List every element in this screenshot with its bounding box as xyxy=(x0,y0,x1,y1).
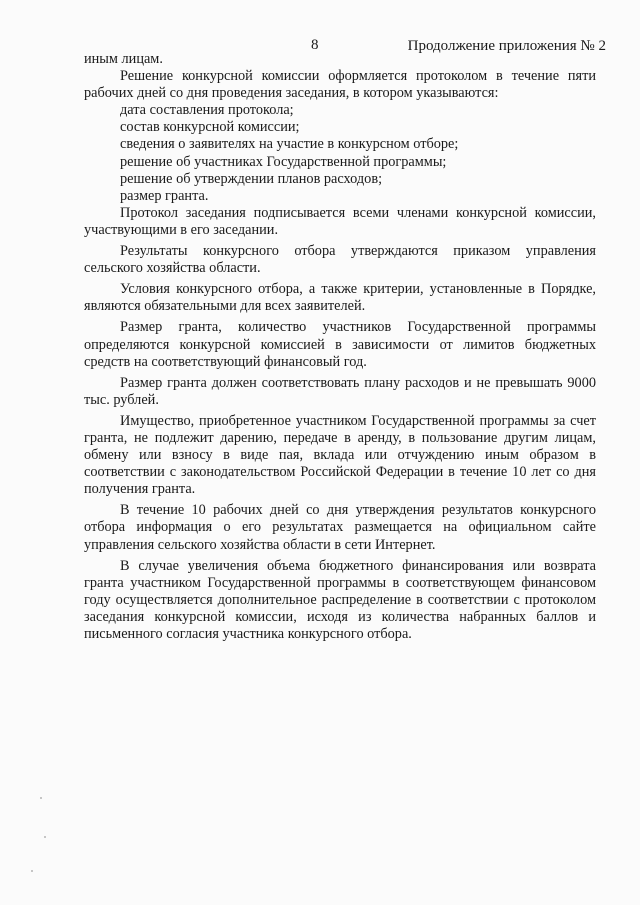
paragraph-grant-size: Размер гранта, количество участников Государственной программы определяются конкурсной комиссией в зависимости от лимитов бюджетных средств на соответствующий финансовый год. xyxy=(84,319,596,370)
paragraph-grant-limit: Размер гранта должен соответствовать плану расходов и не превышать 9000 тыс. рублей. xyxy=(84,374,596,408)
list-item: дата составления протокола; xyxy=(120,102,294,119)
scan-speck xyxy=(31,870,33,872)
paragraph-property-restrictions: Имущество, приобретенное участником Государственной программы за счет гранта, не подлежит дарению, передаче в аренду, в пользование другим лицам, обмену или взносу в виде пая, вклада или отчуждению иным образом в соответствии с законодательством Российской Федерации в течение 10 лет со дня получения гранта. xyxy=(84,412,596,498)
paragraph-selection-conditions: Условия конкурсного отбора, а также критерии, установленные в Порядке, являются обязательными для всех заявителей. xyxy=(84,281,596,315)
scan-speck xyxy=(44,836,46,838)
document-body xyxy=(84,51,596,643)
list-item: решение об участниках Государственной программы; xyxy=(120,153,447,170)
paragraph-additional-distribution: В случае увеличения объема бюджетного финансирования или возврата гранта участником Государственной программы в соответствующем финансовом году осуществляется дополнительное распределение в соответствии с протоколом заседания конкурсной комиссии, исходя из количества набранных баллов и письменного согласия участника конкурсного отбора. xyxy=(84,557,596,642)
list-item: состав конкурсной комиссии; xyxy=(120,119,300,136)
scan-speck xyxy=(40,797,42,799)
paragraph-commission-decision: Решение конкурсной комиссии оформляется протоколом в течение пяти рабочих дней со дня проведения заседания, в котором указываются: xyxy=(84,68,596,102)
list-item: размер гранта. xyxy=(120,187,209,204)
page-number: 8 xyxy=(311,37,319,53)
running-title: Продолжение приложения № 2 xyxy=(407,38,606,54)
continued-line: иным лицам. xyxy=(84,51,163,67)
paragraph-results-publication: В течение 10 рабочих дней со дня утверждения результатов конкурсного отбора информация о его результатах размещается на официальном сайте управления сельского хозяйства области в сети Интернет. xyxy=(84,502,596,553)
paragraph-results-approval: Результаты конкурсного отбора утверждаются приказом управления сельского хозяйства области. xyxy=(84,243,596,277)
list-item: сведения о заявителях на участие в конкурсном отборе; xyxy=(120,136,459,153)
paragraph-protocol-signing: Протокол заседания подписывается всеми членами конкурсной комиссии, участвующими в его заседании. xyxy=(84,204,596,238)
list-item: решение об утверждении планов расходов; xyxy=(120,170,383,187)
